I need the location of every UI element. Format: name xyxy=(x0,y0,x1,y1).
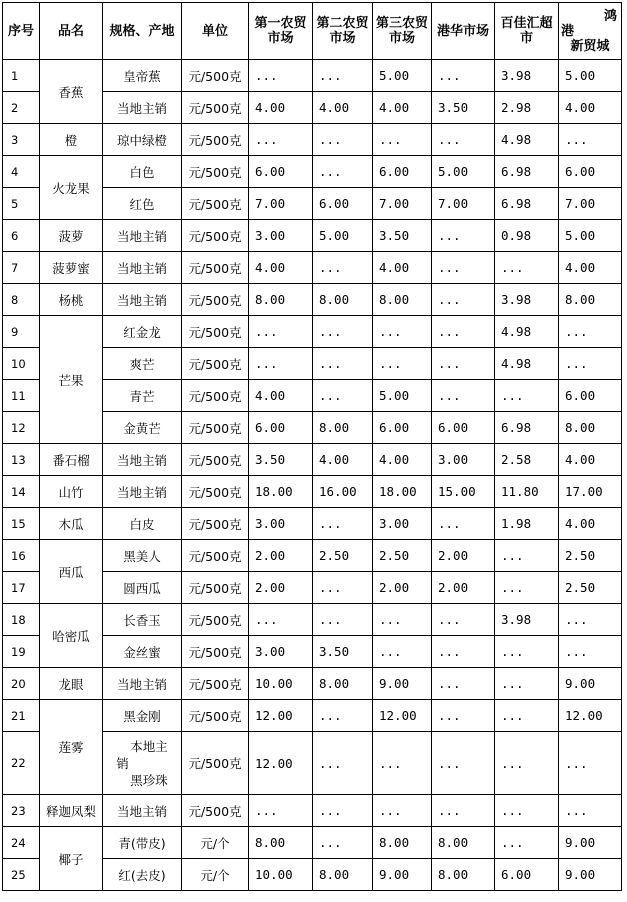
price-market-2: ... xyxy=(313,380,373,412)
price-market-3: ... xyxy=(373,124,432,156)
price-market-4: ... xyxy=(432,284,495,316)
table-row xyxy=(3,156,622,188)
unit: 元/500克 xyxy=(182,156,249,188)
price-market-5: 6.98 xyxy=(495,156,559,188)
product-name: 椰子 xyxy=(40,827,103,891)
price-market-4: ... xyxy=(432,252,495,284)
price-market-2: ... xyxy=(313,700,373,732)
row-index: 17 xyxy=(3,572,40,604)
price-market-5: ... xyxy=(495,827,559,859)
price-market-2: 8.00 xyxy=(313,668,373,700)
price-market-2: 16.00 xyxy=(313,476,373,508)
product-name: 莲雾 xyxy=(40,700,103,795)
spec-origin: 青芒 xyxy=(103,380,182,412)
header-market-2: 第二农贸 市场 xyxy=(313,3,373,60)
row-index: 10 xyxy=(3,348,40,380)
price-market-6: 5.00 xyxy=(559,220,622,252)
price-market-1: 10.00 xyxy=(249,859,313,891)
price-market-4: 15.00 xyxy=(432,476,495,508)
price-market-5: ... xyxy=(495,732,559,795)
price-market-3: 5.00 xyxy=(373,60,432,92)
price-market-5: 2.58 xyxy=(495,444,559,476)
unit: 元/500克 xyxy=(182,92,249,124)
product-name: 木瓜 xyxy=(40,508,103,540)
row-index: 11 xyxy=(3,380,40,412)
spec-origin: 爽芒 xyxy=(103,348,182,380)
table-row xyxy=(3,284,622,316)
price-market-5: ... xyxy=(495,252,559,284)
price-market-6: ... xyxy=(559,604,622,636)
row-index: 18 xyxy=(3,604,40,636)
header-market-5: 百佳汇超 市 xyxy=(495,3,559,60)
row-index: 16 xyxy=(3,540,40,572)
price-market-5: 6.00 xyxy=(495,859,559,891)
price-market-3: 2.00 xyxy=(373,572,432,604)
price-market-3: 9.00 xyxy=(373,859,432,891)
price-market-4: 2.00 xyxy=(432,540,495,572)
product-name: 芒果 xyxy=(40,316,103,444)
table-row xyxy=(3,60,622,92)
price-market-1: 3.00 xyxy=(249,636,313,668)
table-row xyxy=(3,668,622,700)
price-market-6: ... xyxy=(559,795,622,827)
product-name: 杨桃 xyxy=(40,284,103,316)
unit: 元/个 xyxy=(182,859,249,891)
price-market-3: 3.50 xyxy=(373,220,432,252)
row-index: 14 xyxy=(3,476,40,508)
price-market-5: 11.80 xyxy=(495,476,559,508)
price-market-1: 7.00 xyxy=(249,188,313,220)
spec-origin: 红色 xyxy=(103,188,182,220)
price-market-3: 2.50 xyxy=(373,540,432,572)
unit: 元/500克 xyxy=(182,284,249,316)
price-market-5: ... xyxy=(495,700,559,732)
price-market-3: 6.00 xyxy=(373,412,432,444)
unit: 元/个 xyxy=(182,827,249,859)
row-index: 1 xyxy=(3,60,40,92)
price-market-6: ... xyxy=(559,732,622,795)
unit: 元/500克 xyxy=(182,252,249,284)
header-index: 序号 xyxy=(3,3,40,60)
price-market-4: 6.00 xyxy=(432,412,495,444)
spec-origin: 皇帝蕉 xyxy=(103,60,182,92)
price-market-4: ... xyxy=(432,124,495,156)
price-market-2: ... xyxy=(313,316,373,348)
product-name: 龙眼 xyxy=(40,668,103,700)
price-market-4: 8.00 xyxy=(432,827,495,859)
price-market-4: ... xyxy=(432,732,495,795)
price-market-4: ... xyxy=(432,700,495,732)
unit: 元/500克 xyxy=(182,60,249,92)
price-market-5: 1.98 xyxy=(495,508,559,540)
price-market-5: ... xyxy=(495,572,559,604)
price-market-2: ... xyxy=(313,732,373,795)
price-market-2: ... xyxy=(313,827,373,859)
header-row xyxy=(3,3,622,60)
price-market-5: 3.98 xyxy=(495,284,559,316)
price-market-4: ... xyxy=(432,316,495,348)
unit: 元/500克 xyxy=(182,412,249,444)
row-index: 20 xyxy=(3,668,40,700)
price-market-2: ... xyxy=(313,572,373,604)
price-market-1: 10.00 xyxy=(249,668,313,700)
row-index: 12 xyxy=(3,412,40,444)
price-market-1: 6.00 xyxy=(249,412,313,444)
price-market-5: ... xyxy=(495,380,559,412)
price-market-2: 2.50 xyxy=(313,540,373,572)
product-name: 释迦凤梨 xyxy=(40,795,103,827)
price-market-4: ... xyxy=(432,348,495,380)
price-market-6: 4.00 xyxy=(559,92,622,124)
product-name: 番石榴 xyxy=(40,444,103,476)
price-market-5: ... xyxy=(495,636,559,668)
table-body xyxy=(3,60,622,891)
unit: 元/500克 xyxy=(182,124,249,156)
price-market-3: 12.00 xyxy=(373,700,432,732)
price-market-2: 4.00 xyxy=(313,444,373,476)
price-market-4: ... xyxy=(432,604,495,636)
table-row xyxy=(3,700,622,732)
price-market-1: 8.00 xyxy=(249,827,313,859)
price-market-3: 4.00 xyxy=(373,92,432,124)
table-row xyxy=(3,604,622,636)
price-market-2: ... xyxy=(313,156,373,188)
price-market-6: 12.00 xyxy=(559,700,622,732)
table-row xyxy=(3,795,622,827)
price-market-4: 3.00 xyxy=(432,444,495,476)
header-spec-origin: 规格、产地 xyxy=(103,3,182,60)
price-table xyxy=(2,2,622,891)
price-market-3: 5.00 xyxy=(373,380,432,412)
spec-origin: 红(去皮) xyxy=(103,859,182,891)
spec-origin: 当地主销 xyxy=(103,284,182,316)
unit: 元/500克 xyxy=(182,732,249,795)
price-market-2: ... xyxy=(313,60,373,92)
price-market-2: 8.00 xyxy=(313,859,373,891)
price-market-3: 3.00 xyxy=(373,508,432,540)
price-market-1: 3.00 xyxy=(249,508,313,540)
price-market-6: 6.00 xyxy=(559,380,622,412)
table-row xyxy=(3,124,622,156)
row-index: 9 xyxy=(3,316,40,348)
price-market-4: ... xyxy=(432,668,495,700)
price-market-1: 2.00 xyxy=(249,540,313,572)
product-name: 香蕉 xyxy=(40,60,103,124)
product-name: 西瓜 xyxy=(40,540,103,604)
price-market-1: 12.00 xyxy=(249,700,313,732)
table-row xyxy=(3,476,622,508)
price-market-3: 18.00 xyxy=(373,476,432,508)
row-index: 6 xyxy=(3,220,40,252)
price-market-3: ... xyxy=(373,316,432,348)
unit: 元/500克 xyxy=(182,316,249,348)
row-index: 23 xyxy=(3,795,40,827)
header-market-1: 第一农贸 市场 xyxy=(249,3,313,60)
spec-origin: 当地主销 xyxy=(103,668,182,700)
spec-origin: 黑美人 xyxy=(103,540,182,572)
table-row xyxy=(3,508,622,540)
spec-origin: 黑金刚 xyxy=(103,700,182,732)
price-market-1: 18.00 xyxy=(249,476,313,508)
price-market-5: 0.98 xyxy=(495,220,559,252)
unit: 元/500克 xyxy=(182,636,249,668)
header-product-name: 品名 xyxy=(40,3,103,60)
price-market-1: 4.00 xyxy=(249,380,313,412)
price-market-3: 4.00 xyxy=(373,252,432,284)
price-market-4: ... xyxy=(432,795,495,827)
price-market-3: ... xyxy=(373,636,432,668)
price-market-1: ... xyxy=(249,348,313,380)
price-market-3: ... xyxy=(373,604,432,636)
price-market-5: ... xyxy=(495,540,559,572)
spec-line: 销 xyxy=(116,755,129,771)
row-index: 7 xyxy=(3,252,40,284)
price-market-6: ... xyxy=(559,636,622,668)
price-market-1: 4.00 xyxy=(249,92,313,124)
table-row xyxy=(3,252,622,284)
unit: 元/500克 xyxy=(182,188,249,220)
spec-origin: 青(带皮) xyxy=(103,827,182,859)
price-market-1: ... xyxy=(249,604,313,636)
spec-origin: 金丝蜜 xyxy=(103,636,182,668)
price-market-3: 8.00 xyxy=(373,827,432,859)
unit: 元/500克 xyxy=(182,220,249,252)
spec-origin xyxy=(103,732,182,795)
price-market-6: 9.00 xyxy=(559,859,622,891)
price-market-1: ... xyxy=(249,316,313,348)
price-market-6: 9.00 xyxy=(559,668,622,700)
unit: 元/500克 xyxy=(182,700,249,732)
price-market-1: 3.00 xyxy=(249,220,313,252)
price-market-2: ... xyxy=(313,252,373,284)
price-market-2: 4.00 xyxy=(313,92,373,124)
price-market-5: 6.98 xyxy=(495,412,559,444)
table-row xyxy=(3,827,622,859)
row-index: 19 xyxy=(3,636,40,668)
header-market-3: 第三农贸 市场 xyxy=(373,3,432,60)
spec-line: 黑珍珠 xyxy=(130,772,168,788)
price-market-3: ... xyxy=(373,795,432,827)
price-market-2: ... xyxy=(313,508,373,540)
row-index: 25 xyxy=(3,859,40,891)
price-market-1: ... xyxy=(249,795,313,827)
price-market-2: ... xyxy=(313,604,373,636)
price-market-6: ... xyxy=(559,316,622,348)
price-market-5: 3.98 xyxy=(495,60,559,92)
spec-origin: 琼中绿橙 xyxy=(103,124,182,156)
price-market-6: 5.00 xyxy=(559,60,622,92)
price-market-6: 6.00 xyxy=(559,156,622,188)
price-market-4: ... xyxy=(432,508,495,540)
spec-origin: 红金龙 xyxy=(103,316,182,348)
spec-origin: 当地主销 xyxy=(103,444,182,476)
price-market-1: ... xyxy=(249,124,313,156)
spec-origin: 白色 xyxy=(103,156,182,188)
product-name: 橙 xyxy=(40,124,103,156)
price-market-2: 5.00 xyxy=(313,220,373,252)
row-index: 8 xyxy=(3,284,40,316)
product-name: 火龙果 xyxy=(40,156,103,220)
product-name: 山竹 xyxy=(40,476,103,508)
product-name: 菠萝 xyxy=(40,220,103,252)
price-market-2: 8.00 xyxy=(313,284,373,316)
price-market-6: 8.00 xyxy=(559,412,622,444)
table-row xyxy=(3,540,622,572)
row-index: 13 xyxy=(3,444,40,476)
price-market-5: 4.98 xyxy=(495,348,559,380)
price-market-1: 12.00 xyxy=(249,732,313,795)
row-index: 24 xyxy=(3,827,40,859)
table-row xyxy=(3,220,622,252)
row-index: 5 xyxy=(3,188,40,220)
product-name: 哈密瓜 xyxy=(40,604,103,668)
price-market-6: 4.00 xyxy=(559,508,622,540)
price-market-2: 6.00 xyxy=(313,188,373,220)
price-market-6: 9.00 xyxy=(559,827,622,859)
unit: 元/500克 xyxy=(182,604,249,636)
table-row xyxy=(3,316,622,348)
price-market-3: 4.00 xyxy=(373,444,432,476)
price-market-2: ... xyxy=(313,795,373,827)
price-market-4: ... xyxy=(432,380,495,412)
price-market-6: 4.00 xyxy=(559,252,622,284)
unit: 元/500克 xyxy=(182,540,249,572)
unit: 元/500克 xyxy=(182,348,249,380)
price-market-3: 6.00 xyxy=(373,156,432,188)
unit: 元/500克 xyxy=(182,380,249,412)
spec-origin: 当地主销 xyxy=(103,252,182,284)
spec-origin: 长香玉 xyxy=(103,604,182,636)
row-index: 22 xyxy=(3,732,40,795)
price-market-1: 8.00 xyxy=(249,284,313,316)
price-market-4: 5.00 xyxy=(432,156,495,188)
price-market-4: ... xyxy=(432,220,495,252)
price-market-3: 7.00 xyxy=(373,188,432,220)
price-market-2: ... xyxy=(313,124,373,156)
price-market-4: ... xyxy=(432,60,495,92)
price-market-3: ... xyxy=(373,348,432,380)
price-market-2: 3.50 xyxy=(313,636,373,668)
row-index: 3 xyxy=(3,124,40,156)
row-index: 15 xyxy=(3,508,40,540)
price-market-4: 3.50 xyxy=(432,92,495,124)
price-market-6: ... xyxy=(559,124,622,156)
spec-origin: 金黄芒 xyxy=(103,412,182,444)
spec-origin: 当地主销 xyxy=(103,92,182,124)
price-market-3: ... xyxy=(373,732,432,795)
row-index: 21 xyxy=(3,700,40,732)
price-market-1: ... xyxy=(249,60,313,92)
spec-origin: 当地主销 xyxy=(103,476,182,508)
price-market-5: 4.98 xyxy=(495,316,559,348)
spec-origin: 圆西瓜 xyxy=(103,572,182,604)
unit: 元/500克 xyxy=(182,668,249,700)
price-market-4: ... xyxy=(432,636,495,668)
spec-origin: 当地主销 xyxy=(103,795,182,827)
price-market-6: 8.00 xyxy=(559,284,622,316)
price-market-6: 17.00 xyxy=(559,476,622,508)
row-index: 2 xyxy=(3,92,40,124)
price-market-6: 2.50 xyxy=(559,540,622,572)
price-market-6: 4.00 xyxy=(559,444,622,476)
spec-origin: 白皮 xyxy=(103,508,182,540)
price-market-5: ... xyxy=(495,668,559,700)
spec-origin: 当地主销 xyxy=(103,220,182,252)
spec-line: 本地主 xyxy=(130,738,168,754)
price-market-3: 9.00 xyxy=(373,668,432,700)
header-market-4: 港华市场 xyxy=(432,3,495,60)
price-market-4: 7.00 xyxy=(432,188,495,220)
unit: 元/500克 xyxy=(182,476,249,508)
price-market-5: 6.98 xyxy=(495,188,559,220)
header-unit: 单位 xyxy=(182,3,249,60)
unit: 元/500克 xyxy=(182,795,249,827)
price-market-2: ... xyxy=(313,348,373,380)
price-market-1: 2.00 xyxy=(249,572,313,604)
unit: 元/500克 xyxy=(182,572,249,604)
price-market-4: 2.00 xyxy=(432,572,495,604)
price-market-6: ... xyxy=(559,348,622,380)
price-market-5: ... xyxy=(495,795,559,827)
price-market-3: 8.00 xyxy=(373,284,432,316)
price-market-6: 7.00 xyxy=(559,188,622,220)
header-market-6: 鸿 港 新贸城 xyxy=(559,3,622,60)
price-market-5: 3.98 xyxy=(495,604,559,636)
price-market-4: 8.00 xyxy=(432,859,495,891)
unit: 元/500克 xyxy=(182,508,249,540)
price-market-6: 2.50 xyxy=(559,572,622,604)
row-index: 4 xyxy=(3,156,40,188)
price-market-5: 4.98 xyxy=(495,124,559,156)
price-market-5: 2.98 xyxy=(495,92,559,124)
price-market-1: 6.00 xyxy=(249,156,313,188)
product-name: 菠萝蜜 xyxy=(40,252,103,284)
price-market-2: 8.00 xyxy=(313,412,373,444)
price-market-1: 4.00 xyxy=(249,252,313,284)
unit: 元/500克 xyxy=(182,444,249,476)
price-market-1: 3.50 xyxy=(249,444,313,476)
table-row xyxy=(3,444,622,476)
